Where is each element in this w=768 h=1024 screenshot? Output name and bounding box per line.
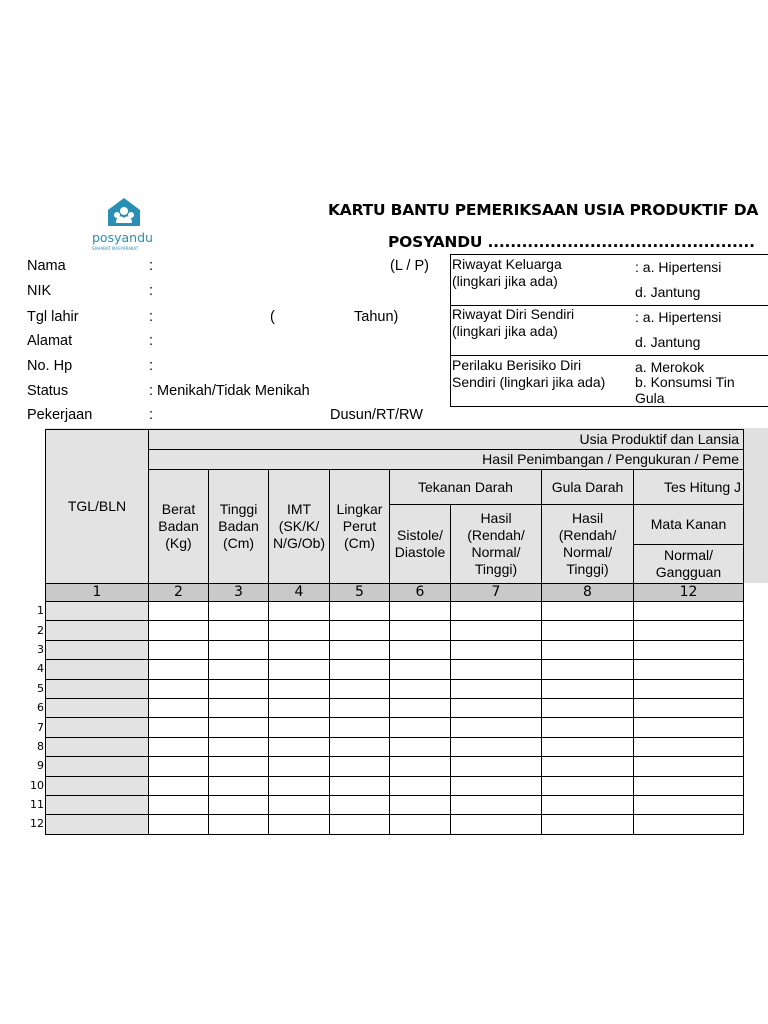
data-cell[interactable] bbox=[269, 737, 330, 756]
data-cell[interactable] bbox=[209, 776, 269, 795]
data-cell[interactable] bbox=[542, 660, 634, 679]
data-cell[interactable] bbox=[634, 718, 744, 737]
data-cell[interactable] bbox=[269, 679, 330, 698]
data-cell[interactable] bbox=[542, 718, 634, 737]
hp-label: No. Hp bbox=[27, 358, 73, 374]
col-number: 2 bbox=[149, 584, 209, 602]
data-cell[interactable] bbox=[542, 679, 634, 698]
tekanan-darah-header: Tekanan Darah bbox=[390, 470, 542, 505]
tgl-bln-cell[interactable] bbox=[46, 679, 149, 698]
data-cell[interactable] bbox=[149, 640, 209, 659]
page-title: KARTU BANTU PEMERIKSAAN USIA PRODUKTIF DA bbox=[328, 201, 759, 219]
col-number: 3 bbox=[209, 584, 269, 602]
data-cell[interactable] bbox=[269, 795, 330, 814]
tgl-lahir-paren: ( bbox=[270, 309, 275, 325]
data-cell[interactable] bbox=[209, 621, 269, 640]
data-cell[interactable] bbox=[390, 757, 451, 776]
col-number: 12 bbox=[634, 584, 744, 602]
riwayat-keluarga-section bbox=[451, 255, 768, 306]
table-row bbox=[46, 602, 744, 621]
hp-colon: : bbox=[149, 358, 154, 374]
status-label: Status bbox=[27, 383, 69, 399]
row-number: 10 bbox=[30, 778, 44, 792]
data-cell[interactable] bbox=[542, 737, 634, 756]
data-cell[interactable] bbox=[209, 602, 269, 621]
pekerjaan-label: Pekerjaan bbox=[27, 407, 93, 423]
table-row bbox=[46, 621, 744, 640]
col-number: 1 bbox=[46, 584, 149, 602]
data-cell[interactable] bbox=[330, 776, 390, 795]
data-cell[interactable] bbox=[149, 757, 209, 776]
table-row bbox=[46, 640, 744, 659]
data-cell[interactable] bbox=[269, 602, 330, 621]
data-cell[interactable] bbox=[634, 602, 744, 621]
data-cell[interactable] bbox=[149, 602, 209, 621]
data-cell[interactable] bbox=[209, 737, 269, 756]
data-cell[interactable] bbox=[149, 660, 209, 679]
row-number: 12 bbox=[30, 817, 44, 831]
data-cell[interactable] bbox=[149, 679, 209, 698]
data-cell[interactable] bbox=[390, 640, 451, 659]
data-cell[interactable] bbox=[390, 737, 451, 756]
row-number: 5 bbox=[37, 681, 44, 695]
row-number: 11 bbox=[30, 798, 44, 812]
tgl-lahir-colon: : bbox=[149, 309, 154, 325]
data-cell[interactable] bbox=[330, 757, 390, 776]
posyandu-logo bbox=[88, 196, 160, 252]
data-cell[interactable] bbox=[390, 718, 451, 737]
riwayat-keluarga-line2: (lingkari jika ada) bbox=[452, 273, 558, 289]
berat-badan-header: Berat Badan (Kg) bbox=[149, 470, 209, 584]
data-cell[interactable] bbox=[149, 776, 209, 795]
perilaku-opt3: Gula bbox=[635, 390, 665, 406]
data-cell[interactable] bbox=[330, 815, 390, 834]
perilaku-line1: Perilaku Berisiko Diri bbox=[452, 357, 582, 373]
data-cell[interactable] bbox=[330, 737, 390, 756]
data-cell[interactable] bbox=[209, 795, 269, 814]
row-number: 1 bbox=[37, 604, 44, 618]
data-cell[interactable] bbox=[269, 660, 330, 679]
data-cell[interactable] bbox=[330, 679, 390, 698]
tgl-bln-header: TGL/BLN bbox=[46, 430, 149, 584]
data-cell[interactable] bbox=[542, 698, 634, 717]
data-cell[interactable] bbox=[269, 698, 330, 717]
col-number: 6 bbox=[390, 584, 451, 602]
nik-label: NIK bbox=[27, 283, 52, 299]
data-cell[interactable] bbox=[209, 640, 269, 659]
tgl-bln-cell[interactable] bbox=[46, 640, 149, 659]
nik-colon: : bbox=[149, 283, 154, 299]
riwayat-diri-opt2: d. Jantung bbox=[635, 334, 701, 350]
table-row bbox=[46, 718, 744, 737]
status-value: : Menikah/Tidak Menikah bbox=[149, 383, 310, 399]
logo-tagline: SAHABAT MASYARAKAT bbox=[92, 246, 139, 251]
data-cell[interactable] bbox=[330, 795, 390, 814]
table-row bbox=[46, 660, 744, 679]
table-row bbox=[46, 698, 744, 717]
data-cell[interactable] bbox=[269, 640, 330, 659]
table-row bbox=[46, 776, 744, 795]
logo-name: posyandu bbox=[92, 230, 153, 245]
alamat-colon: : bbox=[149, 333, 154, 349]
table-row bbox=[46, 795, 744, 814]
data-cell[interactable] bbox=[149, 621, 209, 640]
data-cell[interactable] bbox=[149, 718, 209, 737]
data-cell[interactable] bbox=[451, 660, 542, 679]
sistole-header: Sistole/ Diastole bbox=[390, 505, 451, 584]
data-cell[interactable] bbox=[451, 640, 542, 659]
tgl-lahir-label: Tgl lahir bbox=[27, 309, 79, 325]
perilaku-line2: Sendiri (lingkari jika ada) bbox=[452, 374, 606, 390]
data-cell[interactable] bbox=[330, 660, 390, 679]
table-row bbox=[46, 815, 744, 834]
perilaku-section bbox=[451, 356, 768, 406]
data-cell[interactable] bbox=[330, 621, 390, 640]
data-cell[interactable] bbox=[390, 621, 451, 640]
data-cell[interactable] bbox=[634, 621, 744, 640]
data-cell[interactable] bbox=[542, 602, 634, 621]
data-cell[interactable] bbox=[149, 698, 209, 717]
data-cell[interactable] bbox=[269, 718, 330, 737]
col-number: 7 bbox=[451, 584, 542, 602]
riwayat-diri-opt1: : a. Hipertensi bbox=[635, 309, 722, 325]
riwayat-keluarga-opt1: : a. Hipertensi bbox=[635, 259, 722, 275]
data-cell[interactable] bbox=[542, 795, 634, 814]
row-number: 2 bbox=[37, 623, 44, 637]
data-cell[interactable] bbox=[390, 660, 451, 679]
row-number: 7 bbox=[37, 720, 44, 734]
riwayat-diri-line1: Riwayat Diri Sendiri bbox=[452, 306, 575, 322]
gula-darah-header: Gula Darah bbox=[542, 470, 634, 505]
data-cell[interactable] bbox=[330, 602, 390, 621]
riwayat-diri-line2: (lingkari jika ada) bbox=[452, 323, 558, 339]
data-cell[interactable] bbox=[149, 795, 209, 814]
data-cell[interactable] bbox=[542, 757, 634, 776]
data-cell[interactable] bbox=[451, 602, 542, 621]
hasil-td-header: Hasil (Rendah/ Normal/ Tinggi) bbox=[451, 505, 542, 584]
riwayat-box bbox=[450, 254, 768, 407]
data-cell[interactable] bbox=[330, 718, 390, 737]
data-cell[interactable] bbox=[209, 679, 269, 698]
tgl-bln-cell[interactable] bbox=[46, 737, 149, 756]
tgl-bln-cell[interactable] bbox=[46, 698, 149, 717]
data-cell[interactable] bbox=[209, 757, 269, 776]
data-cell[interactable] bbox=[390, 776, 451, 795]
examination-table bbox=[45, 429, 744, 835]
col-number: 5 bbox=[330, 584, 390, 602]
row-number: 6 bbox=[37, 701, 44, 715]
data-cell[interactable] bbox=[451, 757, 542, 776]
imt-header: IMT (SK/K/ N/G/Ob) bbox=[269, 470, 330, 584]
data-cell[interactable] bbox=[451, 815, 542, 834]
tgl-bln-cell[interactable] bbox=[46, 815, 149, 834]
data-cell[interactable] bbox=[634, 698, 744, 717]
tgl-bln-cell[interactable] bbox=[46, 718, 149, 737]
perilaku-opt2: b. Konsumsi Tin bbox=[635, 374, 735, 390]
data-cell[interactable] bbox=[269, 757, 330, 776]
posyandu-line: POSYANDU ............................................... bbox=[388, 233, 755, 251]
data-cell[interactable] bbox=[269, 776, 330, 795]
alamat-label: Alamat bbox=[27, 333, 73, 349]
data-cell[interactable] bbox=[451, 718, 542, 737]
data-cell[interactable] bbox=[269, 621, 330, 640]
table-row bbox=[46, 679, 744, 698]
data-cell[interactable] bbox=[634, 757, 744, 776]
data-cell[interactable] bbox=[542, 640, 634, 659]
data-cell[interactable] bbox=[330, 640, 390, 659]
mata-kanan-cell bbox=[634, 505, 744, 584]
pekerjaan-colon: : bbox=[149, 407, 154, 423]
data-cell[interactable] bbox=[634, 679, 744, 698]
data-cell[interactable] bbox=[634, 660, 744, 679]
nama-label: Nama bbox=[27, 258, 66, 274]
tgl-bln-cell[interactable] bbox=[46, 621, 149, 640]
row-number: 3 bbox=[37, 642, 44, 656]
data-cell[interactable] bbox=[451, 795, 542, 814]
riwayat-diri-section bbox=[451, 306, 768, 356]
data-cell[interactable] bbox=[451, 621, 542, 640]
perilaku-opt1: a. Merokok bbox=[635, 359, 705, 375]
data-cell[interactable] bbox=[269, 815, 330, 834]
data-cell[interactable] bbox=[542, 621, 634, 640]
tes-hitung-header: Tes Hitung J bbox=[634, 470, 744, 505]
data-cell[interactable] bbox=[209, 660, 269, 679]
mata-kanan-header: Mata Kanan bbox=[634, 505, 743, 545]
tgl-bln-cell[interactable] bbox=[46, 776, 149, 795]
row-number: 8 bbox=[37, 739, 44, 753]
dusun-label: Dusun/RT/RW bbox=[330, 407, 423, 423]
row-number: 4 bbox=[37, 662, 44, 676]
tgl-bln-cell[interactable] bbox=[46, 757, 149, 776]
data-cell[interactable] bbox=[542, 776, 634, 795]
data-cell[interactable] bbox=[390, 815, 451, 834]
data-cell[interactable] bbox=[634, 737, 744, 756]
data-cell[interactable] bbox=[542, 815, 634, 834]
data-cell[interactable] bbox=[330, 698, 390, 717]
data-cell[interactable] bbox=[209, 718, 269, 737]
tgl-bln-cell[interactable] bbox=[46, 602, 149, 621]
data-cell[interactable] bbox=[634, 795, 744, 814]
gender-field: (L / P) bbox=[390, 258, 429, 274]
normal-gangguan-header: Normal/ Gangguan bbox=[655, 547, 722, 580]
data-cell[interactable] bbox=[634, 815, 744, 834]
data-cell[interactable] bbox=[451, 776, 542, 795]
tgl-bln-cell[interactable] bbox=[46, 795, 149, 814]
data-cell[interactable] bbox=[209, 815, 269, 834]
hasil-gula-header: Hasil (Rendah/ Normal/ Tinggi) bbox=[542, 505, 634, 584]
data-cell[interactable] bbox=[149, 815, 209, 834]
riwayat-keluarga-opt2: d. Jantung bbox=[635, 284, 701, 300]
data-cell[interactable] bbox=[451, 737, 542, 756]
data-cell[interactable] bbox=[390, 795, 451, 814]
col-number: 4 bbox=[269, 584, 330, 602]
tahun-label: Tahun) bbox=[354, 309, 399, 325]
usia-produktif-header: Usia Produktif dan Lansia bbox=[149, 430, 744, 450]
row-number: 9 bbox=[37, 759, 44, 773]
lingkar-perut-header: Lingkar Perut (Cm) bbox=[330, 470, 390, 584]
hasil-penimbangan-header: Hasil Penimbangan / Pengukuran / Peme bbox=[149, 450, 744, 470]
data-cell[interactable] bbox=[149, 737, 209, 756]
col-number: 8 bbox=[542, 584, 634, 602]
tgl-bln-cell[interactable] bbox=[46, 660, 149, 679]
data-cell[interactable] bbox=[451, 698, 542, 717]
data-cell[interactable] bbox=[390, 602, 451, 621]
data-cell[interactable] bbox=[390, 698, 451, 717]
data-cell[interactable] bbox=[209, 698, 269, 717]
data-cell[interactable] bbox=[451, 679, 542, 698]
data-cell[interactable] bbox=[634, 776, 744, 795]
table-row bbox=[46, 757, 744, 776]
nama-colon: : bbox=[149, 258, 154, 274]
table-row bbox=[46, 737, 744, 756]
data-cell[interactable] bbox=[634, 640, 744, 659]
riwayat-keluarga-line1: Riwayat Keluarga bbox=[452, 256, 562, 272]
tinggi-badan-header: Tinggi Badan (Cm) bbox=[209, 470, 269, 584]
data-cell[interactable] bbox=[390, 679, 451, 698]
